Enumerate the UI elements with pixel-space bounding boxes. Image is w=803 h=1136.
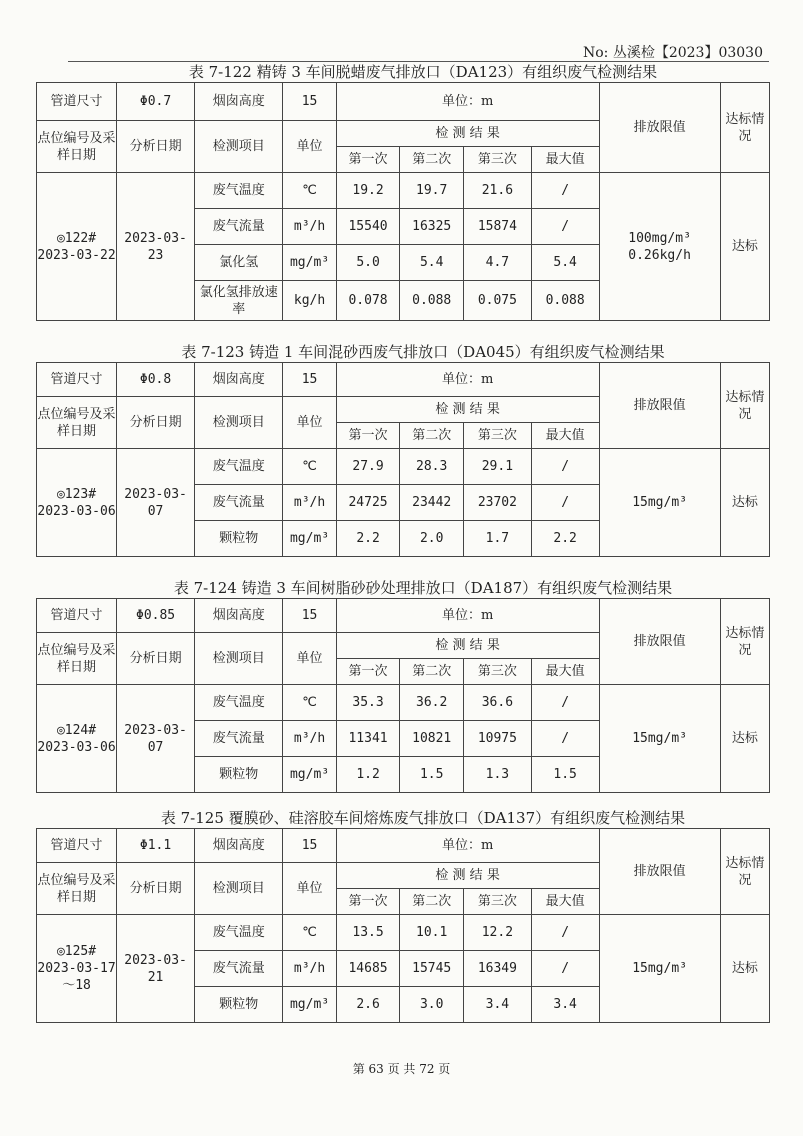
analysis-date-header: 分析日期	[117, 633, 195, 685]
point-id-cell	[37, 685, 117, 793]
sample-date: 2023-03-06	[37, 503, 116, 519]
item-name: 废气流量	[195, 209, 283, 245]
value-first: 11341	[336, 721, 400, 757]
value-max: /	[531, 449, 599, 485]
value-second: 15745	[400, 951, 464, 987]
limit-value: 15mg/m³	[599, 685, 720, 793]
value-first: 27.9	[336, 449, 400, 485]
status-value: 达标	[720, 685, 769, 793]
value-first: 13.5	[336, 915, 400, 951]
item-unit: kg/h	[283, 281, 336, 321]
item-name: 废气流量	[195, 951, 283, 987]
point-id-header: 点位编号及采样日期	[37, 121, 117, 173]
page-footer: 第 63 页 共 72 页	[352, 1062, 451, 1076]
max-header: 最大值	[531, 659, 599, 685]
item-name: 废气温度	[195, 449, 283, 485]
value-second: 19.7	[400, 173, 464, 209]
item-unit: ℃	[283, 685, 336, 721]
point-id-header: 点位编号及采样日期	[37, 633, 117, 685]
analysis-date: 2023-03-23	[117, 173, 195, 321]
value-second: 28.3	[400, 449, 464, 485]
result-table	[36, 82, 770, 321]
point-id: ◎124#	[56, 722, 97, 738]
item-unit: m³/h	[283, 721, 336, 757]
item-unit: mg/m³	[283, 757, 336, 793]
max-header: 最大值	[531, 889, 599, 915]
stack-height-label: 烟囱高度	[195, 829, 283, 863]
item-unit: m³/h	[283, 209, 336, 245]
analysis-date: 2023-03-21	[117, 915, 195, 1023]
first-header: 第一次	[336, 889, 400, 915]
limit-value: 100mg/m³ 0.26kg/h	[599, 173, 720, 321]
unit-header: 单位	[283, 863, 336, 915]
value-second: 36.2	[400, 685, 464, 721]
limit-header: 排放限值	[599, 83, 720, 173]
second-header: 第二次	[400, 147, 464, 173]
value-first: 19.2	[336, 173, 400, 209]
value-third: 0.075	[464, 281, 532, 321]
item-unit: m³/h	[283, 485, 336, 521]
item-name: 氯化氢	[195, 245, 283, 281]
value-max: /	[531, 173, 599, 209]
stack-height-value: 15	[283, 363, 336, 397]
result-table-section	[36, 808, 770, 1023]
analysis-date-header: 分析日期	[117, 863, 195, 915]
point-id-cell	[37, 449, 117, 557]
value-third: 36.6	[464, 685, 532, 721]
value-second: 23442	[400, 485, 464, 521]
stack-height-value: 15	[283, 599, 336, 633]
item-name: 废气温度	[195, 915, 283, 951]
value-first: 2.2	[336, 521, 400, 557]
item-name: 颗粒物	[195, 757, 283, 793]
item-name: 废气温度	[195, 685, 283, 721]
point-id-header: 点位编号及采样日期	[37, 397, 117, 449]
value-third: 10975	[464, 721, 532, 757]
table-title: 表 7-122 精铸 3 车间脱蜡废气排放口（DA123）有组织废气检测结果	[188, 63, 658, 81]
value-second: 0.088	[400, 281, 464, 321]
item-unit: m³/h	[283, 951, 336, 987]
result-table-section	[36, 578, 770, 793]
value-first: 0.078	[336, 281, 400, 321]
pipe-size-value: Φ0.8	[117, 363, 195, 397]
value-third: 21.6	[464, 173, 532, 209]
sample-date: 2023-03-22	[37, 247, 116, 263]
value-third: 4.7	[464, 245, 532, 281]
pipe-size-label: 管道尺寸	[37, 363, 117, 397]
value-second: 1.5	[400, 757, 464, 793]
third-header: 第三次	[464, 423, 532, 449]
item-name: 颗粒物	[195, 521, 283, 557]
sample-date: 2023-03-06	[37, 739, 116, 755]
value-third: 3.4	[464, 987, 532, 1023]
value-third: 1.7	[464, 521, 532, 557]
item-unit: mg/m³	[283, 521, 336, 557]
item-header: 检测项目	[195, 121, 283, 173]
value-max: /	[531, 685, 599, 721]
value-max: 5.4	[531, 245, 599, 281]
item-name: 颗粒物	[195, 987, 283, 1023]
value-third: 29.1	[464, 449, 532, 485]
second-header: 第二次	[400, 889, 464, 915]
value-second: 2.0	[400, 521, 464, 557]
unit-note: 单位：m	[336, 829, 599, 863]
second-header: 第二次	[400, 659, 464, 685]
stack-height-value: 15	[283, 829, 336, 863]
value-max: /	[531, 721, 599, 757]
point-id-cell	[37, 915, 117, 1023]
item-header: 检测项目	[195, 397, 283, 449]
second-header: 第二次	[400, 423, 464, 449]
results-header: 检 测 结 果	[336, 633, 599, 659]
value-second: 10821	[400, 721, 464, 757]
value-third: 12.2	[464, 915, 532, 951]
value-third: 23702	[464, 485, 532, 521]
value-max: /	[531, 485, 599, 521]
third-header: 第三次	[464, 147, 532, 173]
value-first: 2.6	[336, 987, 400, 1023]
max-header: 最大值	[531, 423, 599, 449]
result-table-section	[36, 62, 770, 321]
value-second: 10.1	[400, 915, 464, 951]
item-header: 检测项目	[195, 633, 283, 685]
pipe-size-value: Φ0.85	[117, 599, 195, 633]
value-max: /	[531, 951, 599, 987]
pipe-size-value: Φ0.7	[117, 83, 195, 121]
value-max: /	[531, 209, 599, 245]
first-header: 第一次	[336, 659, 400, 685]
limit-header: 排放限值	[599, 363, 720, 449]
result-table	[36, 598, 770, 793]
status-header: 达标情况	[720, 363, 769, 449]
value-first: 5.0	[336, 245, 400, 281]
results-header: 检 测 结 果	[336, 121, 599, 147]
status-value: 达标	[720, 449, 769, 557]
unit-header: 单位	[283, 397, 336, 449]
value-first: 35.3	[336, 685, 400, 721]
analysis-date: 2023-03-07	[117, 685, 195, 793]
unit-note: 单位：m	[336, 599, 599, 633]
pipe-size-label: 管道尺寸	[37, 83, 117, 121]
pipe-size-value: Φ1.1	[117, 829, 195, 863]
report-number: No: 丛溪检【2023】03030	[582, 45, 763, 61]
table-title: 表 7-123 铸造 1 车间混砂西废气排放口（DA045）有组织废气检测结果	[181, 343, 665, 361]
value-third: 16349	[464, 951, 532, 987]
value-max: 1.5	[531, 757, 599, 793]
item-header: 检测项目	[195, 863, 283, 915]
third-header: 第三次	[464, 889, 532, 915]
point-id: ◎123#	[56, 486, 97, 502]
value-first: 1.2	[336, 757, 400, 793]
item-name: 废气温度	[195, 173, 283, 209]
point-id: ◎125#	[56, 944, 97, 959]
pipe-size-label: 管道尺寸	[37, 829, 117, 863]
value-first: 14685	[336, 951, 400, 987]
value-third: 1.3	[464, 757, 532, 793]
status-header: 达标情况	[720, 599, 769, 685]
item-unit: ℃	[283, 915, 336, 951]
point-id-header: 点位编号及采样日期	[37, 863, 117, 915]
pipe-size-label: 管道尺寸	[37, 599, 117, 633]
value-second: 5.4	[400, 245, 464, 281]
result-table-section	[36, 342, 770, 557]
table-row	[37, 449, 770, 485]
result-table	[36, 828, 770, 1023]
value-max: 3.4	[531, 987, 599, 1023]
table-title: 表 7-125 覆膜砂、硅溶胶车间熔炼废气排放口（DA137）有组织废气检测结果	[160, 809, 686, 827]
status-header: 达标情况	[720, 829, 769, 915]
stack-height-value: 15	[283, 83, 336, 121]
limit-value: 15mg/m³	[599, 915, 720, 1023]
stack-height-label: 烟囱高度	[195, 83, 283, 121]
value-max: /	[531, 915, 599, 951]
item-unit: mg/m³	[283, 987, 336, 1023]
limit-header: 排放限值	[599, 829, 720, 915]
status-value: 达标	[720, 173, 769, 321]
stack-height-label: 烟囱高度	[195, 363, 283, 397]
table-row	[37, 915, 770, 951]
analysis-date-header: 分析日期	[117, 121, 195, 173]
value-first: 15540	[336, 209, 400, 245]
item-name: 废气流量	[195, 485, 283, 521]
first-header: 第一次	[336, 147, 400, 173]
value-second: 16325	[400, 209, 464, 245]
table-title: 表 7-124 铸造 3 车间树脂砂砂处理排放口（DA187）有组织废气检测结果	[173, 579, 673, 597]
unit-note: 单位：m	[336, 363, 599, 397]
item-name: 废气流量	[195, 721, 283, 757]
value-max: 0.088	[531, 281, 599, 321]
value-max: 2.2	[531, 521, 599, 557]
first-header: 第一次	[336, 423, 400, 449]
analysis-date-header: 分析日期	[117, 397, 195, 449]
status-header: 达标情况	[720, 83, 769, 173]
item-unit: mg/m³	[283, 245, 336, 281]
stack-height-label: 烟囱高度	[195, 599, 283, 633]
third-header: 第三次	[464, 659, 532, 685]
point-id: ◎122#	[56, 230, 97, 246]
unit-note: 单位：m	[336, 83, 599, 121]
max-header: 最大值	[531, 147, 599, 173]
analysis-date: 2023-03-07	[117, 449, 195, 557]
value-first: 24725	[336, 485, 400, 521]
results-header: 检 测 结 果	[336, 863, 599, 889]
unit-header: 单位	[283, 121, 336, 173]
limit-header: 排放限值	[599, 599, 720, 685]
status-value: 达标	[720, 915, 769, 1023]
table-row	[37, 173, 770, 209]
table-row	[37, 685, 770, 721]
value-third: 15874	[464, 209, 532, 245]
results-header: 检 测 结 果	[336, 397, 599, 423]
result-table	[36, 362, 770, 557]
item-name: 氯化氢排放速率	[195, 281, 283, 321]
limit-value: 15mg/m³	[599, 449, 720, 557]
item-unit: ℃	[283, 449, 336, 485]
point-id-cell	[37, 173, 117, 321]
item-unit: ℃	[283, 173, 336, 209]
unit-header: 单位	[283, 633, 336, 685]
value-second: 3.0	[400, 987, 464, 1023]
sample-date: 2023-03-17～18	[37, 961, 116, 993]
